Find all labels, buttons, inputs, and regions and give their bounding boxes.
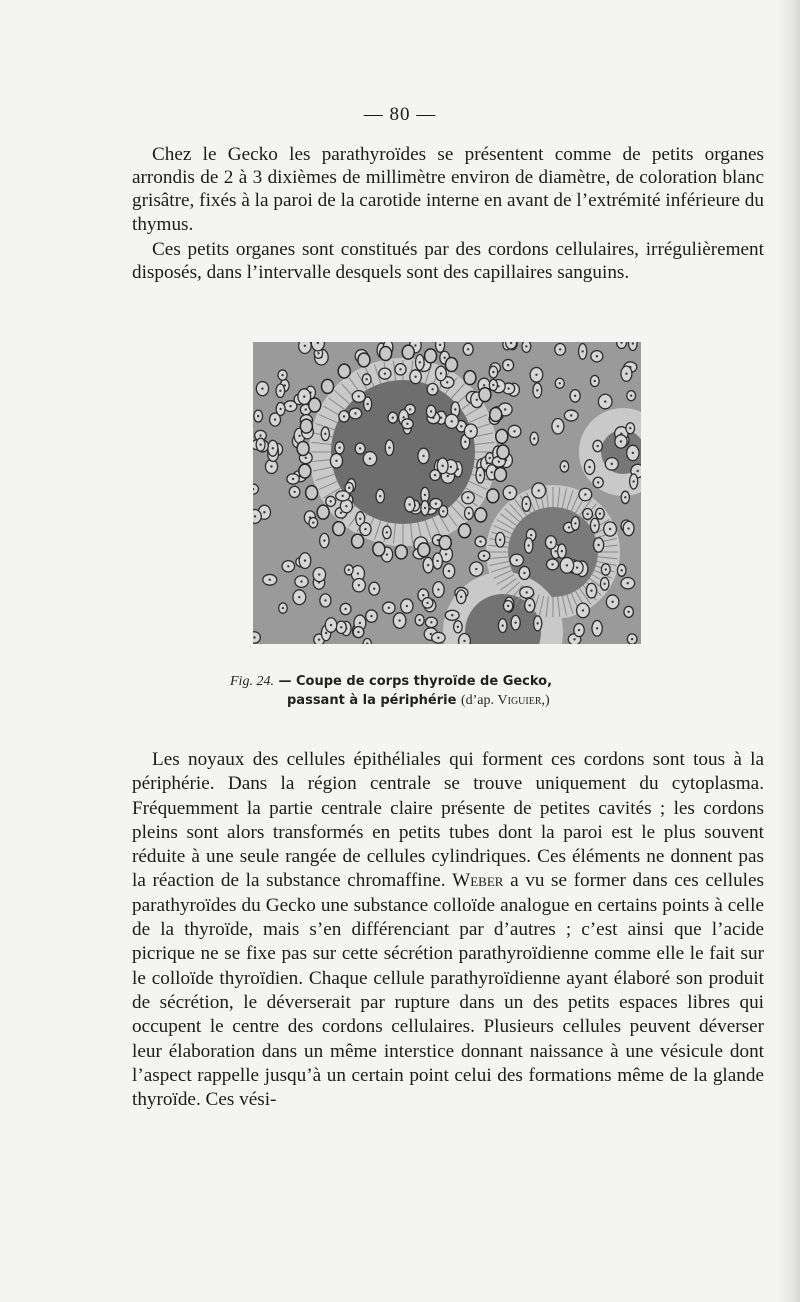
histology-illustration [253,342,641,644]
credit-suffix: ,) [541,693,550,708]
figure-label: Fig. 24. [230,674,274,689]
page-number: — 80 — [363,104,437,125]
author-weber: Weber [452,870,504,892]
caption-line-2: passant à la périphérie [287,693,457,708]
page-edge-shadow [778,0,800,1302]
caption-line-1: — Coupe de corps thyroïde de Gecko, [278,674,553,689]
paragraph-gecko-parathyroids: Chez le Gecko les parathyroïdes se présentent comme de petits organes arrondis de 2 à 3 dixièmes de millimètre environ de diamètre, de coloration blanc grisâtre, fixés à la paroi de la carotide interne en avant de l’extrémité inférieure du thymus. [132,144,764,235]
body-text-part-1: Les noyaux des cellules épithéliales qui forment ces cordons sont tous à la périphérie. Dans la région centrale se trouve uniquement du cytoplasma. Fréquemment la partie centrale claire présente de petites cavités ; les cordons pleins sont alors transformés en petits tubes dont la paroi est le plus souvent réduite à une seule rangée de cellules cylindriques. Ces éléments ne donnent pas la réaction de la substance chromaffine. [132,749,764,892]
paragraph-cell-nuclei [132,748,764,1112]
paragraph-cellular-cords: Ces petits organes sont constitués par des cordons cellulaires, irrégulièrement disposés, dans l’intervalle desquels sont des capillaires sanguins. [132,239,764,284]
figure-caption [230,672,690,710]
credit-author: Viguier [497,693,542,708]
credit-prefix: (d’ap. [460,693,498,708]
figure-thyroid-section-image [253,342,641,644]
body-text-part-2: a vu se former dans ces cellules parathyroïdes du Gecko une substance colloïde analogue en certains points à celle de la thyroïde, mais s’en différenciant par d’autres ; c’est ainsi que l’acide picrique ne se fixe pas sur cette sécrétion parathyroïdienne comme elle le fait sur le colloïde thyroïdien. Chaque cellule parathyroïdienne ayant élaboré son produit de sécrétion, le déverserait par rupture dans un des petits espaces libres qui occupent le centre des cordons cellulaires. Plusieurs cellules peuvent déverser leur élaboration dans un même interstice donnant naissance à une vésicule dont l’aspect rappelle jusqu’à un certain point celui des formations même de la glande thyroïde. Ces vési- [132,870,764,1111]
